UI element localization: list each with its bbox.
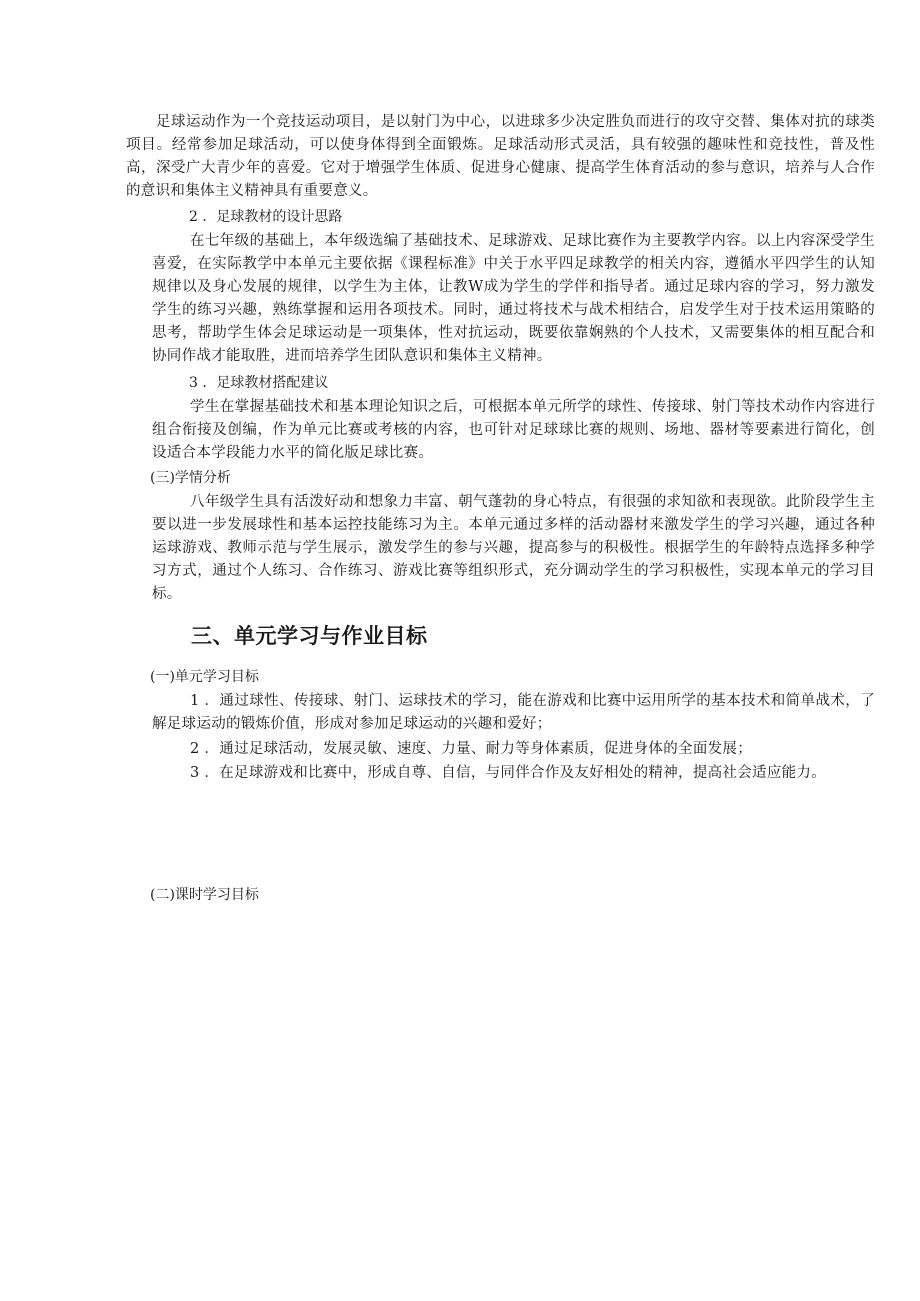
unit-goal-item: 2 ．通过足球活动，发展灵敏、速度、力量、耐力等身体素质，促进身体的全面发展； (190, 741, 753, 757)
design-paragraph: 在七年级的基础上，本年级选编了基础技术、足球游戏、足球比赛作为主要教学内容。以上内容深受学生喜爱，在实际教学中本单元主要依据《课程标准》中关于水平四足球教学的相关内容，遵循水平四学生的认知规律以及身心发展的规律，以学生为主体，让教W成为学生的学伴和指导者。通过足球内容的学习，努力激发学生的练习兴趣，熟练掌握和运用各项技术。同时，通过将技术与战术相结合，启发学生对于技术运用策略的思考，帮助学生体会足球运动是一项集体，性对抗运动，既要依靠娴熟的个人技术，又需要集体的相互配合和协同作战才能取胜，进而培养学生团队意识和集体主义精神。 (152, 233, 875, 364)
analysis-paragraph: 八年级学生具有活泼好动和想象力丰富、朝气蓬勃的身心特点，有很强的求知欲和表现欲。此阶段学生主要以进一步发展球性和基本运控技能练习为主。本单元通过多样的活动器材来激发学生的学习兴趣，通过各种运球游戏、教师示范与学生展示，激发学生的参与兴趣，提高参与的积极性。根据学生的年龄特点选择多种学习方式，通过个人练习、合作练习、游戏比赛等组织形式，充分调动学生的学习积极性，实现本单元的学习目标。 (152, 494, 875, 602)
pairing-heading: 3 ．足球教材搭配建议 (189, 375, 329, 391)
section-title: 三、单元学习与作业目标 (191, 624, 428, 648)
pairing-paragraph: 学生在掌握基础技术和基本理论知识之后，可根据本单元所学的球性、传接球、射门等技术动作内容进行组合衔接及创编，作为单元比赛或考核的内容，也可针对足球球比赛的规则、场地、器材等要素进行简化，创设适合本学段能力水平的简化版足球比赛。 (152, 399, 875, 461)
analysis-heading: (三)学情分析 (150, 470, 231, 486)
design-heading: 2 ．足球教材的设计思路 (189, 209, 343, 225)
unit-goal-item: 1 ．通过球性、传接球、射门、运球技术的学习，能在游戏和比赛中运用所学的基本技术和简单战术，了解足球运动的锻炼价值，形成对参加足球运动的兴趣和爱好； (152, 693, 875, 732)
intro-paragraph: 足球运动作为一个竞技运动项目，是以射门为中心，以进球多少决定胜负而进行的攻守交替、集体对抗的球类项目。经常参加足球活动，可以使身体得到全面锻炼。足球活动形式灵活，具有较强的趣味性和竞技性，普及性高，深受广大青少年的喜爱。它对于增强学生体质、促进身心健康、提高学生体育活动的参与意识，培养与人合作的意识和集体主义精神具有重要意义。 (126, 114, 875, 199)
unit-goals-heading: (一)单元学习目标 (150, 669, 259, 685)
lesson-goals-heading: (二)课时学习目标 (150, 887, 259, 903)
unit-goal-item: 3 ．在足球游戏和比赛中，形成自尊、自信，与同伴合作及友好相处的精神，提高社会适应能力。 (190, 765, 827, 781)
